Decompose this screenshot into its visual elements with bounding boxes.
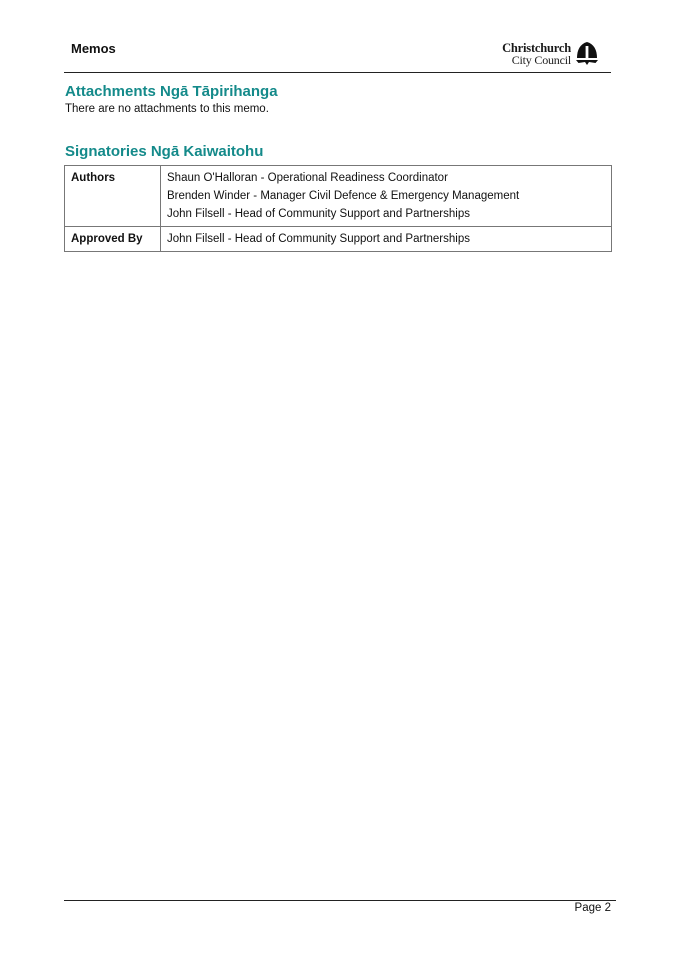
footer-divider <box>64 900 616 901</box>
signatories-heading: Signatories Ngā Kaiwaitohu <box>65 143 264 160</box>
signatory-name: John Filsell - Head of Community Support and Partnerships <box>167 233 470 245</box>
cathedral-logo-icon <box>575 41 599 66</box>
council-logo <box>494 40 602 70</box>
table-row-approved-by <box>65 227 612 252</box>
logo-text-line1: Christchurch <box>502 41 571 55</box>
attachments-heading: Attachments Ngā Tāpirihanga <box>65 83 278 100</box>
logo-text-line2: City Council <box>511 53 571 67</box>
signatory-role-authors: Authors <box>65 166 161 227</box>
signatory-name: Brenden Winder - Manager Civil Defence & Emergency Management <box>167 190 520 202</box>
header-divider <box>64 72 611 73</box>
signatory-name: John Filsell - Head of Community Support and Partnerships <box>167 208 470 220</box>
page-number: Page 2 <box>574 902 611 914</box>
table-row-authors <box>65 166 612 227</box>
logo-text <box>502 42 571 67</box>
document-header-title: Memos <box>71 41 116 56</box>
signatory-name: Shaun O'Halloran - Operational Readiness Coordinator <box>167 172 448 184</box>
attachments-note: There are no attachments to this memo. <box>65 103 269 115</box>
signatories-table <box>64 165 612 252</box>
signatory-names-approved-by <box>161 227 612 252</box>
signatory-names-authors <box>161 166 612 227</box>
signatory-role-approved-by: Approved By <box>65 227 161 252</box>
